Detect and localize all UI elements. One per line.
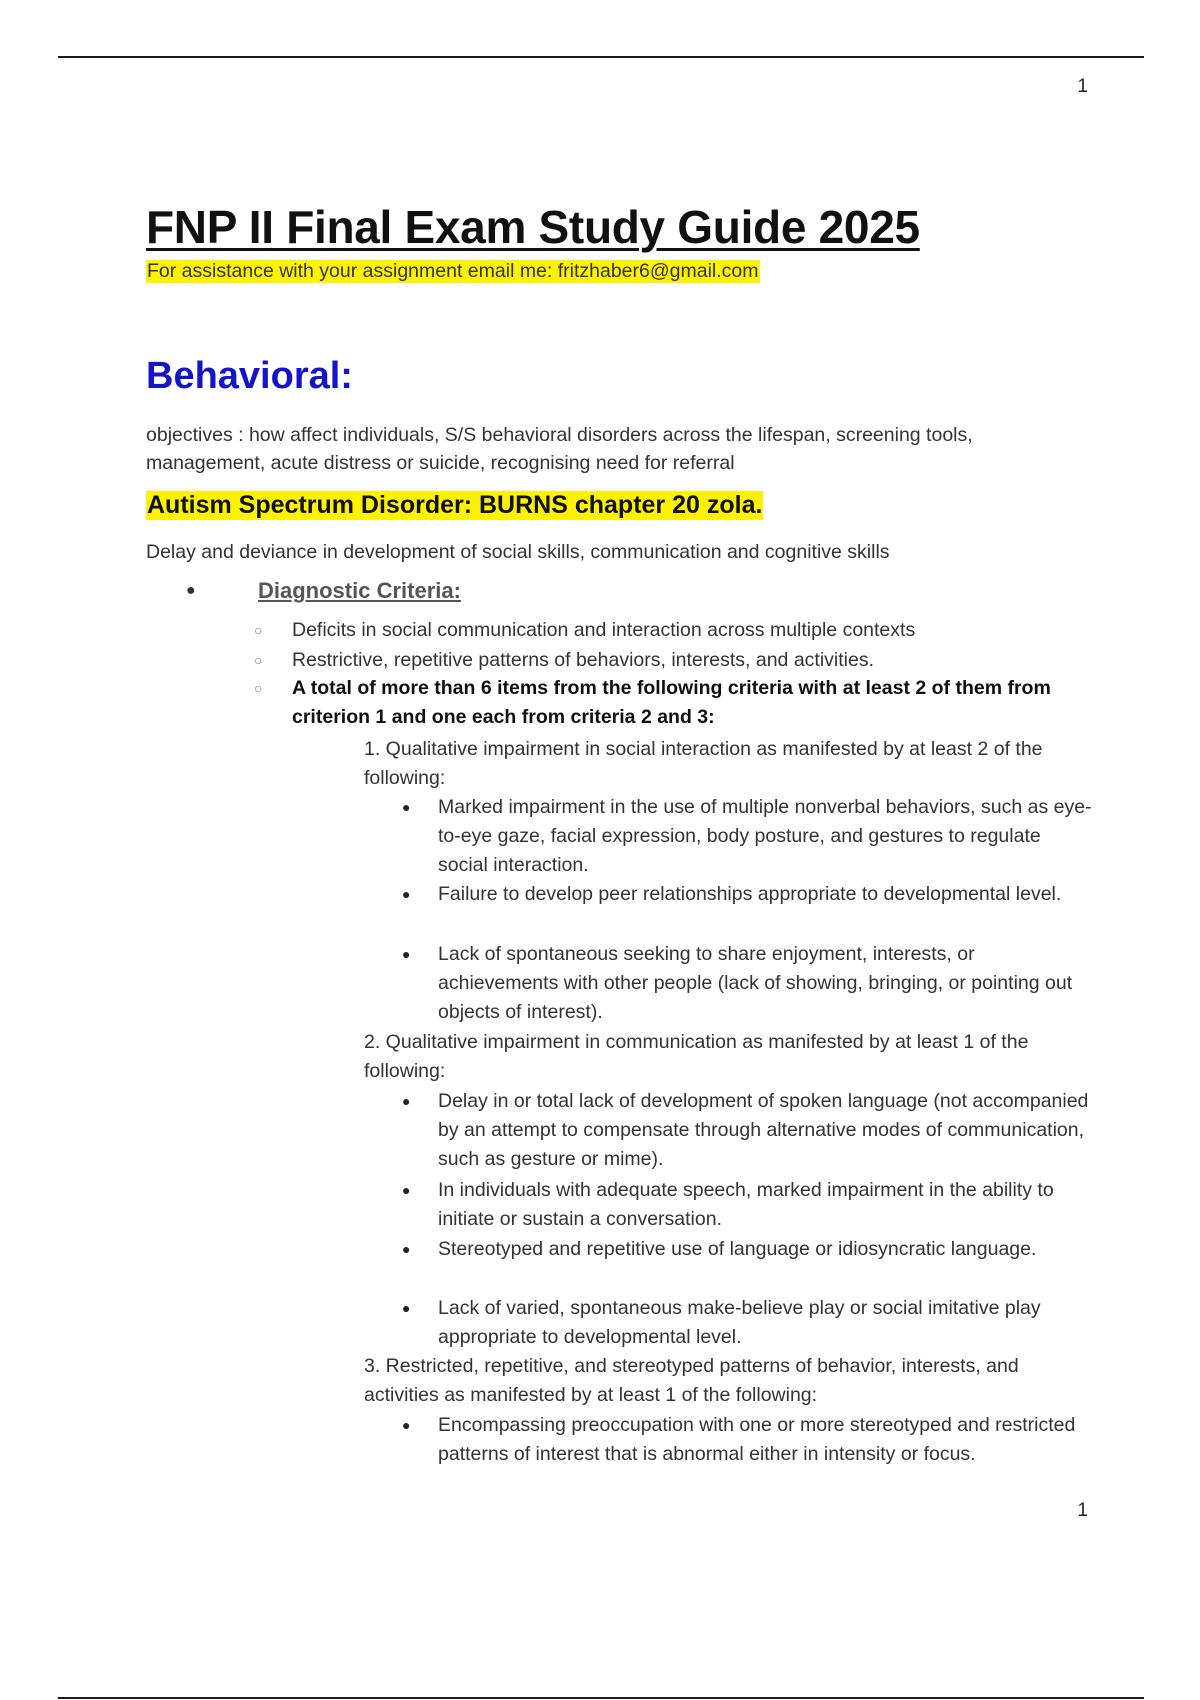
criterion-heading: 1. Qualitative impairment in social interaction as manifested by at least 2 of the following: <box>364 738 1043 789</box>
criterion-item-text: In individuals with adequate speech, marked impairment in the ability to initiate or sustain a conversation. <box>438 1179 1054 1230</box>
bullet-icon: ● <box>402 799 411 815</box>
criterion-item-text: Encompassing preoccupation with one or more stereotyped and restricted patterns of interest that is abnormal either in intensity or focus. <box>438 1414 1076 1465</box>
criteria-text: Deficits in social communication and interaction across multiple contexts <box>292 619 916 641</box>
criterion-item-text: Lack of spontaneous seeking to share enjoyment, interests, or achievements with other people (lack of showing, bringing, or pointing out objects of interest). <box>438 943 1073 1023</box>
document-title: FNP II Final Exam Study Guide 2025 <box>146 201 920 253</box>
criterion-item-text: Delay in or total lack of development of spoken language (not accompanied by an attempt to compensate through alternative modes of communication, such as gesture or mime). <box>438 1090 1089 1170</box>
criterion-item-text: Lack of varied, spontaneous make-believe play or social imitative play appropriate to developmental level. <box>438 1297 1041 1348</box>
topic-lead: Delay and deviance in development of social skills, communication and cognitive skills <box>146 541 890 563</box>
page-number-top: 1 <box>1077 76 1088 97</box>
circle-bullet-icon: ○ <box>254 680 263 696</box>
topic-heading: Autism Spectrum Disorder: BURNS chapter 20 zola. <box>147 491 763 519</box>
circle-bullet-icon: ○ <box>254 652 263 668</box>
criteria-text: Restrictive, repetitive patterns of behaviors, interests, and activities. <box>292 649 875 671</box>
bullet-icon: ● <box>402 1093 411 1109</box>
section-heading: Behavioral: <box>146 355 353 397</box>
bullet-icon: ● <box>402 1241 411 1257</box>
criterion-heading: 3. Restricted, repetitive, and stereotyped patterns of behavior, interests, and activities as manifested by at least 1 of the following: <box>364 1355 1019 1406</box>
bullet-icon: ● <box>402 1300 411 1316</box>
bullet-icon: ● <box>402 1417 411 1433</box>
bullet-icon: ● <box>402 946 411 962</box>
footer-rule <box>58 1697 1144 1699</box>
page-number-bottom: 1 <box>1077 1500 1088 1521</box>
circle-bullet-icon: ○ <box>254 622 263 638</box>
assistance-note: For assistance with your assignment email me: fritzhaber6@gmail.com <box>147 260 759 282</box>
criteria-text: A total of more than 6 items from the following criteria with at least 2 of them from criterion 1 and one each from criteria 2 and 3: <box>292 677 1051 728</box>
header-rule <box>58 56 1144 58</box>
criterion-item-text: Marked impairment in the use of multiple nonverbal behaviors, such as eye-to-eye gaze, facial expression, body posture, and gestures to regulate social interaction. <box>438 796 1092 876</box>
criterion-heading: 2. Qualitative impairment in communication as manifested by at least 1 of the following: <box>364 1031 1029 1082</box>
bullet-icon: ● <box>186 582 196 599</box>
criterion-item-text: Failure to develop peer relationships appropriate to developmental level. <box>438 883 1062 905</box>
diagnostic-criteria-label: Diagnostic Criteria: <box>258 578 461 603</box>
criterion-item-text: Stereotyped and repetitive use of language or idiosyncratic language. <box>438 1238 1037 1260</box>
objectives-text: objectives : how affect individuals, S/S behavioral disorders across the lifespan, screening tools, management, acute distress or suicide, recognising need for referral <box>146 424 973 474</box>
bullet-icon: ● <box>402 1182 411 1198</box>
bullet-icon: ● <box>402 886 411 902</box>
